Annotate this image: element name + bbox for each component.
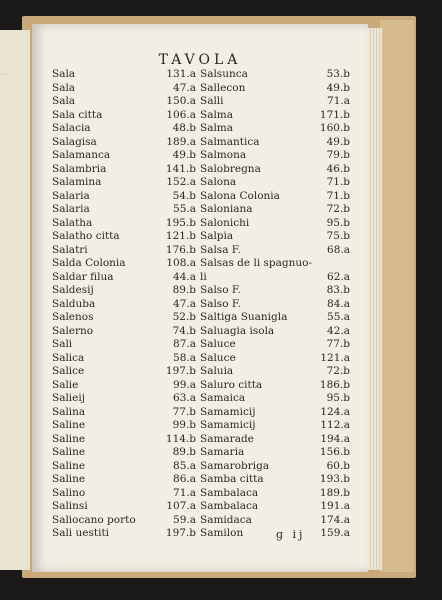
index-entry bbox=[200, 433, 350, 447]
index-entry bbox=[52, 109, 202, 123]
index-entry bbox=[200, 338, 350, 352]
entry-page-ref: 44.a bbox=[173, 270, 196, 283]
entry-page-ref: 121.a bbox=[320, 351, 350, 364]
index-entry bbox=[200, 352, 350, 366]
entry-name: Salona bbox=[200, 176, 237, 188]
index-entry bbox=[52, 176, 202, 190]
entry-name: Saline bbox=[52, 419, 86, 431]
entry-name: Salpia bbox=[200, 230, 234, 242]
index-entry bbox=[200, 203, 350, 217]
entry-page-ref: 87.a bbox=[173, 338, 196, 350]
index-entry bbox=[52, 257, 202, 271]
entry-page-ref: 52.b bbox=[172, 311, 196, 323]
entry-page-ref: 62.a bbox=[327, 270, 350, 283]
entry-page-ref: 84.a bbox=[327, 297, 350, 310]
entry-page-ref: 47.a bbox=[173, 297, 196, 310]
entry-name: Samarobriga bbox=[200, 459, 270, 472]
index-entry bbox=[52, 136, 202, 150]
entry-page-ref: 83.b bbox=[326, 284, 350, 296]
entry-name: Salatho citta bbox=[52, 230, 120, 242]
bleed-through-text: · · bbox=[2, 72, 8, 79]
entry-page-ref: 55.a bbox=[173, 203, 196, 215]
entry-page-ref: 54.b bbox=[172, 189, 196, 202]
entry-page-ref: 150.a bbox=[166, 95, 196, 107]
entry-page-ref: 71.b bbox=[326, 176, 350, 188]
entry-page-ref: 79.b bbox=[326, 149, 350, 161]
index-entry bbox=[200, 446, 350, 460]
entry-name: Salda Colonia bbox=[52, 257, 126, 269]
entry-name: Salamina bbox=[52, 176, 102, 188]
index-entry bbox=[200, 311, 350, 325]
entry-page-ref: 197.b bbox=[165, 365, 196, 377]
index-entry bbox=[200, 365, 350, 379]
entry-page-ref: 71.a bbox=[173, 486, 196, 499]
entry-name: Salmona bbox=[200, 149, 247, 161]
entry-name: Salaria bbox=[52, 203, 90, 215]
entry-page-ref: 71.a bbox=[327, 95, 350, 107]
index-entry bbox=[52, 311, 202, 325]
index-entry bbox=[200, 136, 350, 150]
entry-name: Saluagia isola bbox=[200, 324, 275, 337]
entry-name: Salino bbox=[52, 486, 86, 499]
entry-name: Sala bbox=[52, 81, 76, 94]
entry-name: Salice bbox=[52, 365, 85, 377]
entry-page-ref: 63.a bbox=[173, 392, 196, 404]
entry-name: Samaica bbox=[200, 392, 246, 404]
entry-name: Salie bbox=[52, 378, 79, 391]
entry-page-ref: 159.a bbox=[320, 527, 350, 539]
entry-page-ref: 194.a bbox=[320, 432, 350, 445]
entry-name: Salambria bbox=[52, 162, 107, 175]
left-page-edge bbox=[0, 30, 30, 570]
index-page bbox=[32, 24, 368, 572]
entry-page-ref: 58.a bbox=[173, 351, 196, 364]
index-entry bbox=[52, 487, 202, 501]
index-entry bbox=[200, 500, 350, 514]
entry-name: Salobregna bbox=[200, 162, 261, 175]
entry-name: Saline bbox=[52, 473, 86, 485]
index-entry bbox=[52, 230, 202, 244]
index-entry bbox=[52, 271, 202, 285]
entry-name: Salieij bbox=[52, 392, 85, 404]
entry-name: Sala bbox=[52, 68, 76, 80]
index-entry bbox=[200, 460, 350, 474]
index-entry bbox=[200, 473, 350, 487]
entry-page-ref: 106.a bbox=[166, 108, 196, 121]
entry-page-ref: 99.b bbox=[172, 419, 196, 431]
index-entry bbox=[52, 163, 202, 177]
index-entry bbox=[200, 190, 350, 204]
entry-name: Salsa F. bbox=[200, 243, 241, 256]
entry-name: Saluce bbox=[200, 338, 236, 350]
index-entry bbox=[52, 379, 202, 393]
entry-page-ref: 124.a bbox=[320, 405, 350, 418]
entry-page-ref: 131.a bbox=[166, 68, 196, 80]
entry-name: Sambalaca bbox=[200, 500, 259, 512]
entry-page-ref: 189.b bbox=[319, 486, 350, 499]
entry-name: Salica bbox=[52, 351, 85, 364]
entry-page-ref: 49.b bbox=[326, 135, 350, 148]
entry-name: Sambalaca bbox=[200, 486, 259, 499]
index-entry bbox=[52, 406, 202, 420]
index-entry bbox=[200, 244, 350, 258]
index-entry bbox=[52, 352, 202, 366]
index-entry bbox=[200, 284, 350, 298]
entry-name: Samamicij bbox=[200, 405, 256, 418]
entry-name: Samaria bbox=[200, 446, 245, 458]
entry-page-ref: 49.b bbox=[172, 149, 196, 161]
entry-name: Sala citta bbox=[52, 108, 103, 121]
entry-page-ref: 49.b bbox=[326, 81, 350, 94]
index-entry bbox=[200, 379, 350, 393]
index-entry bbox=[200, 230, 350, 244]
index-entry bbox=[52, 244, 202, 258]
entry-page-ref: 77.b bbox=[172, 405, 196, 418]
entry-name: Salonichi bbox=[200, 216, 250, 229]
index-entry bbox=[52, 190, 202, 204]
index-entry bbox=[52, 325, 202, 339]
index-entry bbox=[200, 392, 350, 406]
entry-name: Salsas de li spagnuo- bbox=[200, 257, 312, 269]
entry-page-ref: 195.b bbox=[165, 216, 196, 229]
index-entry bbox=[52, 365, 202, 379]
index-entry bbox=[200, 271, 350, 285]
entry-name: Salso F. bbox=[200, 297, 241, 310]
entry-name: li bbox=[200, 270, 207, 283]
entry-name: Samarade bbox=[200, 432, 254, 445]
entry-name: Sala bbox=[52, 95, 76, 107]
entry-page-ref: 107.a bbox=[166, 500, 196, 512]
entry-page-ref: 68.a bbox=[327, 243, 350, 256]
index-entry bbox=[200, 257, 350, 271]
entry-name: Saline bbox=[52, 446, 86, 458]
entry-page-ref: 191.a bbox=[320, 500, 350, 512]
index-entry bbox=[52, 514, 202, 528]
index-entry bbox=[52, 122, 202, 136]
entry-name: Salagisa bbox=[52, 135, 97, 148]
entry-name: Saloniana bbox=[200, 203, 253, 215]
index-entry bbox=[200, 527, 350, 541]
entry-page-ref: 89.b bbox=[172, 284, 196, 296]
index-entry bbox=[52, 392, 202, 406]
index-entry bbox=[52, 338, 202, 352]
entry-page-ref: 53.b bbox=[326, 68, 350, 80]
entry-name: Sali uestiti bbox=[52, 527, 110, 539]
entry-name: Salerno bbox=[52, 324, 94, 337]
index-entry bbox=[200, 68, 350, 82]
entry-page-ref: 55.a bbox=[327, 311, 350, 323]
entry-page-ref: 60.b bbox=[326, 459, 350, 472]
index-entry bbox=[200, 419, 350, 433]
index-entry bbox=[52, 217, 202, 231]
entry-name: Saline bbox=[52, 459, 86, 472]
index-entry bbox=[200, 217, 350, 231]
entry-name: Salenos bbox=[52, 311, 94, 323]
entry-page-ref: 108.a bbox=[166, 257, 196, 269]
entry-name: Salamanca bbox=[52, 149, 111, 161]
index-entry bbox=[200, 514, 350, 528]
entry-name: Salatri bbox=[52, 243, 88, 256]
entry-page-ref: 74.b bbox=[172, 324, 196, 337]
page-title: TAVOLA bbox=[158, 52, 242, 68]
entry-name: Salso F. bbox=[200, 284, 241, 296]
entry-page-ref: 86.a bbox=[173, 473, 196, 485]
index-entry bbox=[200, 487, 350, 501]
entry-name: Saline bbox=[52, 432, 86, 445]
index-entry bbox=[52, 95, 202, 109]
entry-name: Salinsi bbox=[52, 500, 88, 512]
entry-page-ref: 193.b bbox=[319, 473, 350, 485]
entry-page-ref: 152.a bbox=[166, 176, 196, 188]
entry-page-ref: 72.b bbox=[326, 203, 350, 215]
index-column-left bbox=[52, 68, 202, 541]
entry-page-ref: 176.b bbox=[165, 243, 196, 256]
index-entry bbox=[52, 298, 202, 312]
entry-page-ref: 174.a bbox=[320, 513, 350, 526]
entry-name: Saluce bbox=[200, 351, 236, 364]
entry-page-ref: 112.a bbox=[320, 419, 350, 431]
entry-name: Salaria bbox=[52, 189, 90, 202]
index-entry bbox=[200, 109, 350, 123]
index-entry bbox=[52, 82, 202, 96]
entry-page-ref: 59.a bbox=[173, 513, 196, 526]
entry-name: Salduba bbox=[52, 297, 96, 310]
entry-page-ref: 156.b bbox=[319, 446, 350, 458]
index-entry bbox=[52, 460, 202, 474]
index-entry bbox=[200, 95, 350, 109]
index-entry bbox=[52, 149, 202, 163]
signature-mark: g ij bbox=[276, 528, 306, 541]
index-entry bbox=[200, 122, 350, 136]
entry-name: Salina bbox=[52, 405, 86, 418]
entry-page-ref: 95.b bbox=[326, 216, 350, 229]
entry-name: Salli bbox=[200, 95, 224, 107]
entry-page-ref: 85.a bbox=[173, 459, 196, 472]
entry-page-ref: 75.b bbox=[326, 230, 350, 242]
entry-name: Salmantica bbox=[200, 135, 260, 148]
index-entry bbox=[200, 149, 350, 163]
entry-name: Salma bbox=[200, 108, 234, 121]
entry-page-ref: 189.a bbox=[166, 135, 196, 148]
entry-name: Salatha bbox=[52, 216, 93, 229]
entry-page-ref: 171.b bbox=[319, 108, 350, 121]
index-entry bbox=[200, 82, 350, 96]
entry-name: Samidaca bbox=[200, 513, 252, 526]
index-entry bbox=[52, 433, 202, 447]
index-entry bbox=[52, 419, 202, 433]
entry-name: Samilon bbox=[200, 527, 244, 539]
entry-page-ref: 77.b bbox=[326, 338, 350, 350]
index-entry bbox=[52, 203, 202, 217]
entry-name: Saltiga Suanigla bbox=[200, 311, 288, 323]
index-entry bbox=[52, 500, 202, 514]
entry-name: Samamicij bbox=[200, 419, 256, 431]
entry-page-ref: 99.a bbox=[173, 378, 196, 391]
entry-name: Samba citta bbox=[200, 473, 264, 485]
entry-page-ref: 114.b bbox=[165, 432, 196, 445]
entry-page-ref: 42.a bbox=[327, 324, 350, 337]
index-entry bbox=[200, 176, 350, 190]
entry-name: Sallecon bbox=[200, 81, 246, 94]
entry-name: Saluia bbox=[200, 365, 234, 377]
entry-page-ref: 89.b bbox=[172, 446, 196, 458]
entry-page-ref: 186.b bbox=[319, 378, 350, 391]
index-entry bbox=[52, 527, 202, 541]
entry-page-ref: 141.b bbox=[165, 162, 196, 175]
entry-page-ref: 197.b bbox=[165, 527, 196, 539]
entry-name: Saluro citta bbox=[200, 378, 263, 391]
entry-page-ref: 48.b bbox=[172, 122, 196, 134]
index-entry bbox=[52, 446, 202, 460]
index-entry bbox=[200, 325, 350, 339]
entry-page-ref: 121.b bbox=[165, 230, 196, 242]
index-column-right bbox=[200, 68, 350, 541]
index-entry bbox=[200, 406, 350, 420]
entry-page-ref: 95.b bbox=[326, 392, 350, 404]
entry-name: Sali bbox=[52, 338, 73, 350]
index-entry bbox=[200, 163, 350, 177]
entry-page-ref: 71.b bbox=[326, 189, 350, 202]
entry-page-ref: 47.a bbox=[173, 81, 196, 94]
entry-name: Saliocano porto bbox=[52, 513, 136, 526]
book-cover-edge bbox=[380, 20, 414, 572]
index-entry bbox=[52, 284, 202, 298]
entry-page-ref: 46.b bbox=[326, 162, 350, 175]
entry-name: Salma bbox=[200, 122, 234, 134]
index-entry bbox=[52, 473, 202, 487]
index-entry bbox=[200, 298, 350, 312]
entry-name: Salacia bbox=[52, 122, 91, 134]
entry-name: Saldesij bbox=[52, 284, 94, 296]
entry-page-ref: 72.b bbox=[326, 365, 350, 377]
entry-name: Saldar filua bbox=[52, 270, 114, 283]
entry-name: Salsunca bbox=[200, 68, 248, 80]
entry-page-ref: 160.b bbox=[319, 122, 350, 134]
entry-name: Salona Colonia bbox=[200, 189, 280, 202]
index-entry bbox=[52, 68, 202, 82]
